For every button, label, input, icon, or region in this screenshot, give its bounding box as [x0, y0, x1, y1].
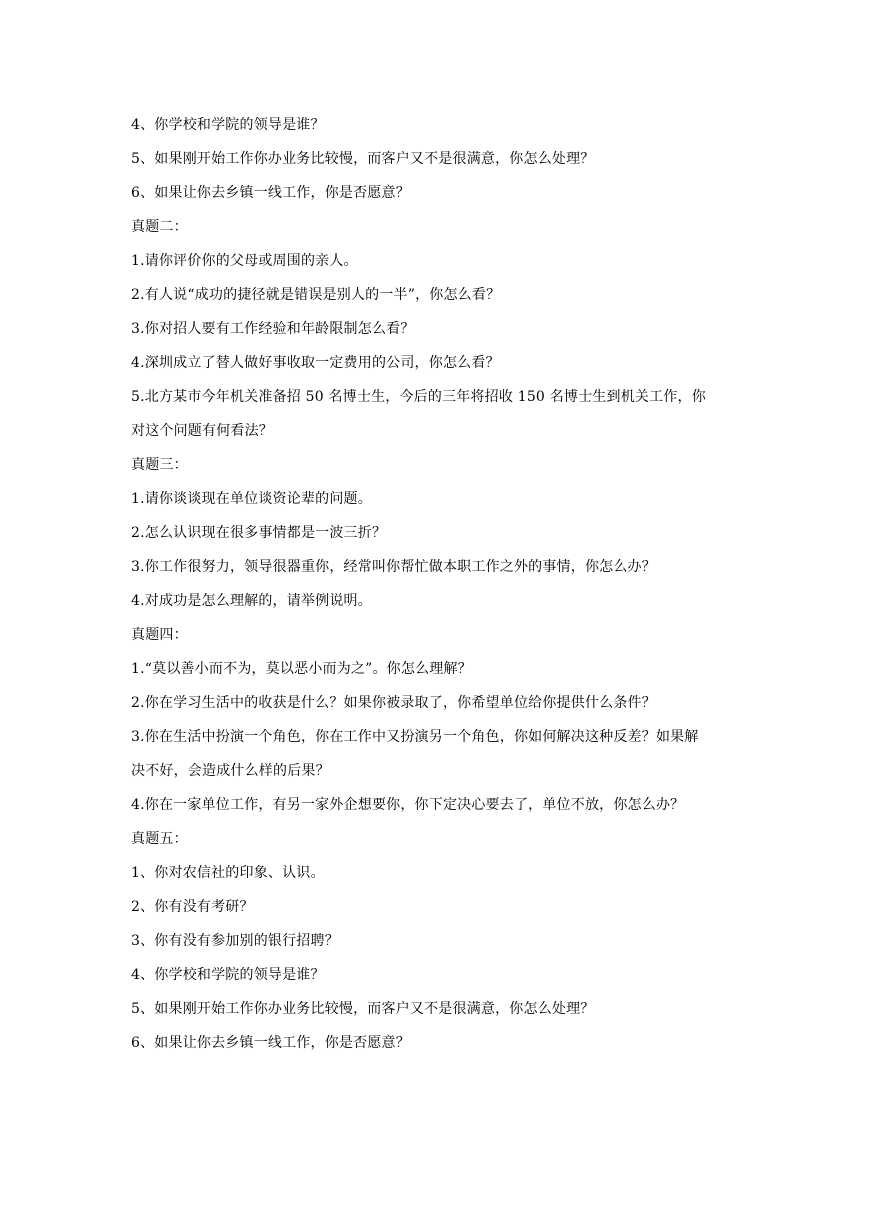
question-line: 6、如果让你去乡镇一线工作，你是否愿意？: [131, 185, 410, 201]
question-line: 4.对成功是怎么理解的，请举例说明。: [131, 593, 372, 609]
question-line: 2.怎么认识现在很多事情都是一波三折？: [131, 525, 387, 541]
question-line: 5.北方某市今年机关准备招 50 名博士生，今后的三年将招收 150 名博士生到机关工作，你: [131, 389, 706, 405]
section-heading: 真题三：: [131, 457, 188, 473]
question-line: 1、你对农信社的印象、认识。: [131, 865, 325, 881]
question-line: 2.你在学习生活中的收获是什么？如果你被录取了，你希望单位给你提供什么条件？: [131, 695, 656, 711]
question-line: 4.深圳成立了替人做好事收取一定费用的公司，你怎么看？: [131, 355, 500, 371]
section-heading: 真题四：: [131, 627, 188, 643]
question-line: 4、你学校和学院的领导是谁？: [131, 967, 325, 983]
section-heading: 真题二：: [131, 219, 188, 235]
question-line-continuation: 决不好，会造成什么样的后果？: [131, 763, 330, 779]
question-line: 3.你对招人要有工作经验和年龄限制怎么看？: [131, 321, 415, 337]
question-line: 1.“莫以善小而不为，莫以恶小而为之”。你怎么理解？: [131, 661, 472, 677]
question-line: 3.你工作很努力，领导很器重你，经常叫你帮忙做本职工作之外的事情，你怎么办？: [131, 559, 656, 575]
question-line: 4、你学校和学院的领导是谁？: [131, 117, 325, 133]
question-line: 2、你有没有考研？: [131, 899, 254, 915]
question-line-continuation: 对这个问题有何看法？: [131, 423, 273, 439]
question-line: 1.请你评价你的父母或周围的亲人。: [131, 253, 358, 269]
question-line: 5、如果刚开始工作你办业务比较慢，而客户又不是很满意，你怎么处理？: [131, 1001, 595, 1017]
question-line: 2.有人说“成功的捷径就是错误是别人的一半”，你怎么看？: [131, 287, 501, 303]
question-line: 3.你在生活中扮演一个角色，你在工作中又扮演另一个角色，你如何解决这种反差？如果解: [131, 729, 699, 745]
document-body: [131, 108, 751, 1060]
question-line: 3、你有没有参加别的银行招聘？: [131, 933, 339, 949]
question-line: 4.你在一家单位工作，有另一家外企想要你，你下定决心要去了，单位不放，你怎么办？: [131, 797, 685, 813]
section-heading: 真题五：: [131, 831, 188, 847]
question-line: 6、如果让你去乡镇一线工作，你是否愿意？: [131, 1035, 410, 1051]
question-line: 5、如果刚开始工作你办业务比较慢，而客户又不是很满意，你怎么处理？: [131, 151, 595, 167]
question-line: 1.请你谈谈现在单位谈资论辈的问题。: [131, 491, 372, 507]
